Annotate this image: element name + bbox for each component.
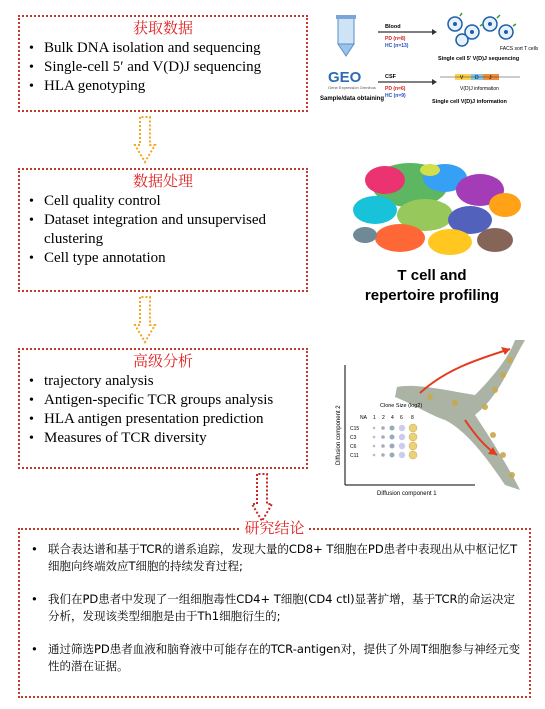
list-item: • Single-cell 5′ and V(D)J sequencing [44,58,306,77]
umap-figure [330,150,535,318]
item-list [20,39,306,96]
list-item: • trajectory analysis [44,372,306,391]
umap-title-line2: repertoire profiling [364,287,500,304]
csf-pd: PD (n=6) [385,86,406,92]
geo-subtitle: Gene Expression Omnibus [328,85,376,90]
facs-label: FACS sort T cells [500,46,538,52]
flow-arrow-down-icon [133,115,157,165]
section-data-processing [18,168,308,292]
vdj-letter: V [460,75,464,81]
item-list [20,192,306,268]
section-title: 获取数据 [132,19,193,37]
section-data-acquisition [18,15,308,112]
flow-arrow-down-icon [133,295,157,345]
test-tube-icon [336,15,356,56]
umap-clusters [353,163,521,255]
svg-text:6: 6 [400,415,403,421]
t-cells-icon [448,13,516,46]
list-item: • Antigen-specific TCR groups analysis [44,391,306,410]
csf-label: CSF [385,74,396,80]
list-item: • 联合表达谱和基于TCR的谱系追踪，发现大量的CD8+ T细胞在PD患者中表现出从中枢记忆T细胞向终端效应T细胞的持续发育过程; [48,541,521,574]
list-item: • 通过筛选PD患者血液和脑脊液中可能存在的TCR-antigen对，提供了外周T细胞参与神经元变性的潜在证据。 [48,641,521,674]
blood-label: Blood [385,24,401,30]
vdj-bar [440,74,520,81]
vdj-letter: D [475,75,479,81]
list-item: • HLA antigen presentation prediction [44,410,306,429]
svg-text:C6: C6 [350,444,357,450]
legend-header [360,415,414,421]
vdj-info: V(D)J information [460,86,499,92]
flow-arrow-down-icon [250,472,274,524]
svg-text:C15: C15 [350,426,360,432]
umap-title-line1: T cell and [397,267,467,284]
legend-title: Clone Size (log2) [380,403,423,409]
list-item: • Bulk DNA isolation and sequencing [44,39,306,58]
list-item: • Cell quality control [44,192,306,211]
item-list [20,372,306,448]
vdj-letter: J [489,75,492,81]
section-title: 研究结论 [240,520,308,537]
list-item: • Measures of TCR diversity [44,429,306,448]
diffusion-figure [335,335,535,500]
list-item: • Cell type annotation [44,249,306,268]
svg-text:4: 4 [391,415,394,421]
list-item: • Dataset integration and unsupervised clustering [44,211,306,249]
legend-rows [350,426,359,459]
section-advanced-analysis [18,348,308,469]
svg-text:C11: C11 [350,453,359,459]
y-axis-label: Diffusion component 2 [336,405,342,465]
svg-text:2: 2 [382,415,385,421]
svg-text:C3: C3 [350,435,357,441]
section-title: 高级分析 [132,352,193,370]
sample-obtaining-figure [320,10,538,110]
blood-pd: PD (n=8) [385,36,406,42]
section-conclusion [18,519,531,698]
x-axis-label: Diffusion component 1 [377,491,437,497]
single-cell-label: Single cell 5' V(D)J sequencing [438,56,520,62]
sample-label: Sample/data obtaining [320,96,385,102]
vdj-label: Single cell V(D)J information [432,99,507,105]
list-item: • HLA genotyping [44,77,306,96]
svg-text:8: 8 [411,415,414,421]
list-item: • 我们在PD患者中发现了一组细胞毒性CD4+ T细胞(CD4 ctl)显著扩增，基于TCR的命运决定分析，发现该类型细胞是由于Th1细胞衍生的; [48,591,521,624]
csf-hc: HC (n=9) [385,93,406,99]
svg-text:NA: NA [360,415,367,421]
legend-dots [373,424,417,459]
section-title: 数据处理 [132,172,193,190]
geo-logo: GEO [328,69,362,86]
svg-text:1: 1 [373,415,376,421]
blood-hc: HC (n=13) [385,43,409,49]
conclusion-list [20,541,529,674]
